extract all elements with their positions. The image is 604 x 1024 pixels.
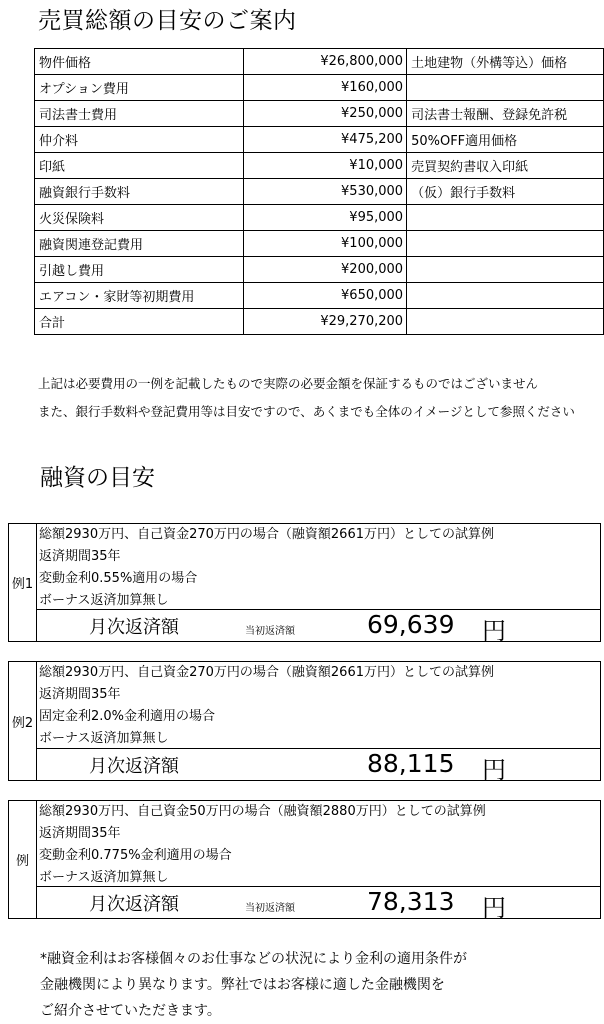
cost-section-title: 売買総額の目安のご案内 <box>38 8 297 34</box>
initial-payment-label: 当初返済額 <box>245 626 295 637</box>
cost-amount: ¥200,000 <box>243 257 407 283</box>
yen-unit: 円 <box>482 894 506 922</box>
cost-amount: ¥160,000 <box>243 75 407 101</box>
loan-example <box>8 523 601 645</box>
monthly-payment-label: 月次返済額 <box>89 894 179 915</box>
cost-amount: ¥475,200 <box>243 127 407 153</box>
cost-amount: ¥26,800,000 <box>243 49 407 75</box>
cost-note-cell <box>407 75 604 101</box>
example-label: 例 <box>9 801 37 918</box>
cost-item: 合計 <box>35 309 244 335</box>
monthly-payment-row <box>37 886 600 922</box>
cost-row <box>35 179 604 205</box>
cost-amount: ¥100,000 <box>243 231 407 257</box>
monthly-payment-row <box>37 748 600 784</box>
example-condition-line: 総額2930万円、自己資金270万円の場合（融資額2661万円）としての試算例 <box>39 665 494 680</box>
cost-row <box>35 205 604 231</box>
monthly-payment-amount: 69,639 <box>367 610 455 639</box>
example-condition-line: 総額2930万円、自己資金50万円の場合（融資額2880万円）としての試算例 <box>39 804 486 819</box>
loan-example <box>8 661 601 784</box>
cost-item: 融資関連登記費用 <box>35 231 244 257</box>
cost-item: 引越し費用 <box>35 257 244 283</box>
cost-note-cell: （仮）銀行手数料 <box>407 179 604 205</box>
monthly-payment-row <box>37 609 600 645</box>
cost-amount: ¥650,000 <box>243 283 407 309</box>
example-condition-line: 返済期間35年 <box>39 826 121 841</box>
loan-section-title: 融資の目安 <box>40 465 155 491</box>
footer-line: *融資金利はお客様個々のお仕事などの状況により金利の適用条件が <box>40 951 467 967</box>
cost-item: 火災保険料 <box>35 205 244 231</box>
cost-row <box>35 49 604 75</box>
cost-row <box>35 75 604 101</box>
cost-amount: ¥10,000 <box>243 153 407 179</box>
example-conditions <box>37 524 600 612</box>
cost-row <box>35 257 604 283</box>
cost-note: また、銀行手数料や登記費用等は目安ですので、あくまでも全体のイメージとして参照ください <box>38 404 575 419</box>
cost-row <box>35 283 604 309</box>
cost-note-cell: 司法書士報酬、登録免許税 <box>407 101 604 127</box>
cost-row <box>35 127 604 153</box>
cost-row <box>35 153 604 179</box>
example-condition-line: ボーナス返済加算無し <box>39 731 169 746</box>
cost-row <box>35 231 604 257</box>
cost-amount: ¥250,000 <box>243 101 407 127</box>
monthly-payment-label: 月次返済額 <box>89 617 179 638</box>
cost-row <box>35 101 604 127</box>
cost-note-cell <box>407 283 604 309</box>
cost-note-cell <box>407 309 604 335</box>
cost-note-cell: 土地建物（外構等込）価格 <box>407 49 604 75</box>
cost-item: 物件価格 <box>35 49 244 75</box>
cost-row <box>35 309 604 335</box>
loan-footer-note <box>40 946 467 1024</box>
cost-note-cell: 売買契約書収入印紙 <box>407 153 604 179</box>
cost-amount: ¥29,270,200 <box>243 309 407 335</box>
example-condition-line: 総額2930万円、自己資金270万円の場合（融資額2661万円）としての試算例 <box>39 527 494 542</box>
cost-item: 融資銀行手数料 <box>35 179 244 205</box>
example-condition-line: 返済期間35年 <box>39 549 121 564</box>
monthly-payment-label: 月次返済額 <box>89 756 179 777</box>
cost-item: 司法書士費用 <box>35 101 244 127</box>
cost-amount: ¥95,000 <box>243 205 407 231</box>
example-condition-line: ボーナス返済加算無し <box>39 593 169 608</box>
cost-item: エアコン・家財等初期費用 <box>35 283 244 309</box>
example-condition-line: 固定金利2.0%金利適用の場合 <box>39 709 216 724</box>
cost-item: オプション費用 <box>35 75 244 101</box>
example-conditions <box>37 801 600 889</box>
cost-item: 印紙 <box>35 153 244 179</box>
example-label: 例2 <box>9 662 37 780</box>
cost-note-cell: 50%OFF適用価格 <box>407 127 604 153</box>
cost-amount: ¥530,000 <box>243 179 407 205</box>
example-condition-line: 変動金利0.775%金利適用の場合 <box>39 848 232 863</box>
monthly-payment-amount: 78,313 <box>367 887 455 916</box>
example-condition-line: ボーナス返済加算無し <box>39 870 169 885</box>
cost-table <box>34 48 604 335</box>
example-conditions <box>37 662 600 750</box>
cost-note-cell <box>407 257 604 283</box>
example-label: 例1 <box>9 524 37 641</box>
cost-item: 仲介料 <box>35 127 244 153</box>
cost-note-cell <box>407 205 604 231</box>
yen-unit: 円 <box>482 617 506 645</box>
yen-unit: 円 <box>482 756 506 784</box>
loan-example <box>8 800 601 922</box>
example-condition-line: 変動金利0.55%適用の場合 <box>39 571 198 586</box>
cost-note: 上記は必要費用の一例を記載したもので実際の必要金額を保証するものではございません <box>38 376 539 391</box>
example-condition-line: 返済期間35年 <box>39 687 121 702</box>
cost-note-cell <box>407 231 604 257</box>
footer-line: ご紹介させていただきます。 <box>40 1003 221 1019</box>
cost-notes <box>38 370 575 426</box>
monthly-payment-amount: 88,115 <box>367 749 455 778</box>
footer-line: 金融機関により異なります。弊社ではお客様に適した金融機関を <box>40 977 445 993</box>
initial-payment-label: 当初返済額 <box>245 903 295 914</box>
